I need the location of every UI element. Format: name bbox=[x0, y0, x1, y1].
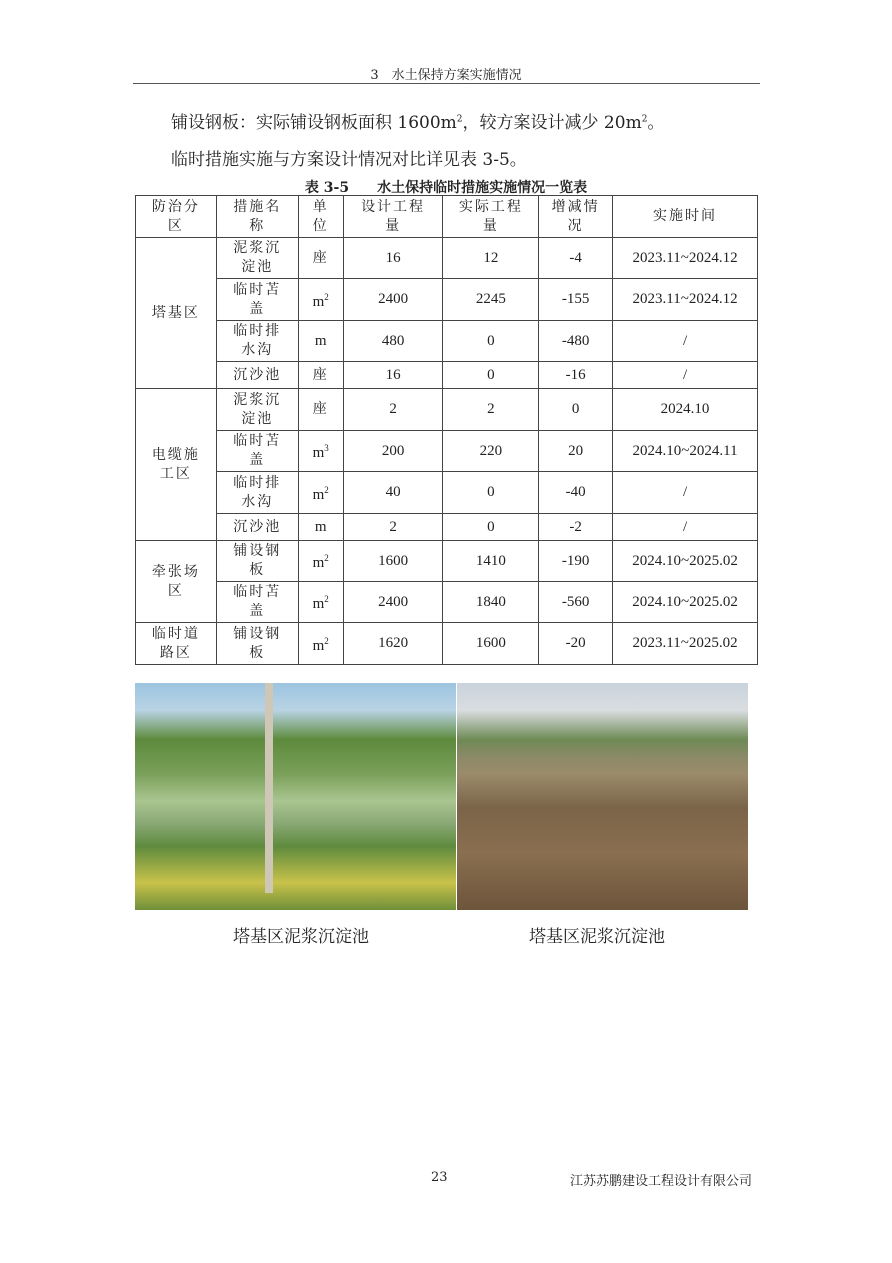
actual-cell: 0 bbox=[443, 472, 539, 514]
unit-cell bbox=[298, 389, 343, 431]
unit-cell bbox=[298, 238, 343, 279]
unit-cell bbox=[298, 279, 343, 321]
design-cell: 2 bbox=[343, 389, 443, 431]
change-cell: -2 bbox=[539, 514, 613, 541]
paragraph-reference: 临时措施实施与方案设计情况对比详见表 3-5。 bbox=[171, 150, 527, 170]
time-cell: / bbox=[613, 362, 758, 389]
table-row bbox=[136, 541, 758, 582]
actual-cell: 1410 bbox=[443, 541, 539, 582]
unit-text: m bbox=[314, 518, 327, 535]
zone-cell: 牵张场区 bbox=[136, 541, 217, 623]
change-cell: -155 bbox=[539, 279, 613, 321]
photo-caption-left: 塔基区泥浆沉淀池 bbox=[233, 927, 369, 947]
photo-tower-mud-pond-2 bbox=[457, 683, 748, 910]
name-cell: 临时排水沟 bbox=[216, 472, 298, 514]
design-cell: 480 bbox=[343, 321, 443, 362]
table-row bbox=[136, 389, 758, 431]
column-header: 设计工程量 bbox=[343, 196, 443, 238]
unit-text: m bbox=[312, 293, 325, 310]
unit-text: m bbox=[312, 596, 325, 612]
header-rule bbox=[133, 83, 760, 84]
photo-tower-mud-pond-1 bbox=[135, 683, 456, 910]
column-header: 增减情况 bbox=[539, 196, 613, 238]
design-cell: 40 bbox=[343, 472, 443, 514]
time-cell: / bbox=[613, 472, 758, 514]
name-cell: 泥浆沉淀池 bbox=[216, 389, 298, 431]
name-cell: 临时排水沟 bbox=[216, 321, 298, 362]
paragraph-steel-plate bbox=[171, 108, 664, 133]
time-cell: 2024.10~2025.02 bbox=[613, 541, 758, 582]
time-cell: 2024.10 bbox=[613, 389, 758, 431]
change-cell: -16 bbox=[539, 362, 613, 389]
unit-cell bbox=[298, 472, 343, 514]
design-cell: 1600 bbox=[343, 541, 443, 582]
actual-cell: 1600 bbox=[443, 623, 539, 665]
design-cell: 2 bbox=[343, 514, 443, 541]
table-row bbox=[136, 472, 758, 514]
unit-text: 座 bbox=[312, 249, 329, 266]
actual-cell: 0 bbox=[443, 514, 539, 541]
change-cell: -40 bbox=[539, 472, 613, 514]
column-header: 实施时间 bbox=[613, 196, 758, 238]
actual-cell: 2 bbox=[443, 389, 539, 431]
column-header: 措施名称 bbox=[216, 196, 298, 238]
table-row bbox=[136, 362, 758, 389]
table-row bbox=[136, 238, 758, 279]
unit-text: m bbox=[312, 555, 325, 571]
change-cell: -190 bbox=[539, 541, 613, 582]
page-number: 23 bbox=[431, 1170, 448, 1185]
table-row bbox=[136, 623, 758, 665]
unit-cell bbox=[298, 623, 343, 665]
time-cell: / bbox=[613, 514, 758, 541]
unit-text: m bbox=[314, 332, 327, 349]
time-cell: 2023.11~2025.02 bbox=[613, 623, 758, 665]
text: 。 bbox=[647, 113, 665, 133]
actual-cell: 12 bbox=[443, 238, 539, 279]
design-cell: 16 bbox=[343, 362, 443, 389]
time-cell: / bbox=[613, 321, 758, 362]
unit-text: 座 bbox=[312, 401, 329, 417]
unit-exponent: 2 bbox=[324, 594, 329, 604]
table-row bbox=[136, 279, 758, 321]
name-cell: 铺设钢板 bbox=[216, 623, 298, 665]
photo-caption-right: 塔基区泥浆沉淀池 bbox=[529, 927, 665, 947]
unit-cell bbox=[298, 582, 343, 623]
unit-exponent: 2 bbox=[324, 635, 329, 646]
tree-trunk bbox=[265, 683, 273, 893]
unit-text: 座 bbox=[312, 366, 329, 383]
name-cell: 临时苫盖 bbox=[216, 431, 298, 472]
table-row bbox=[136, 321, 758, 362]
unit-exponent: 2 bbox=[324, 553, 329, 563]
column-header: 防治分区 bbox=[136, 196, 217, 238]
design-cell: 1620 bbox=[343, 623, 443, 665]
unit-exponent: 2 bbox=[324, 484, 329, 495]
change-cell: -4 bbox=[539, 238, 613, 279]
zone-cell: 临时道路区 bbox=[136, 623, 217, 665]
table-caption: 表 3-5 水土保持临时措施实施情况一览表 bbox=[304, 180, 588, 196]
text: 铺设钢板：实际铺设钢板面积 1600m bbox=[171, 113, 457, 133]
table-row bbox=[136, 582, 758, 623]
actual-cell: 220 bbox=[443, 431, 539, 472]
actual-cell: 0 bbox=[443, 321, 539, 362]
superscript: 2 bbox=[456, 114, 463, 125]
unit-cell bbox=[298, 321, 343, 362]
unit-cell bbox=[298, 541, 343, 582]
change-cell: -20 bbox=[539, 623, 613, 665]
actual-cell: 2245 bbox=[443, 279, 539, 321]
time-cell: 2024.10~2025.02 bbox=[613, 582, 758, 623]
unit-text: m bbox=[312, 637, 325, 654]
design-cell: 2400 bbox=[343, 582, 443, 623]
table-row bbox=[136, 431, 758, 472]
unit-cell bbox=[298, 514, 343, 541]
change-cell: 0 bbox=[539, 389, 613, 431]
name-cell: 铺设钢板 bbox=[216, 541, 298, 582]
text: ，较方案设计减少 20m bbox=[462, 113, 642, 133]
unit-cell bbox=[298, 362, 343, 389]
column-header: 实际工程量 bbox=[443, 196, 539, 238]
zone-cell: 电缆施工区 bbox=[136, 389, 217, 541]
design-cell: 200 bbox=[343, 431, 443, 472]
superscript: 2 bbox=[641, 114, 648, 125]
design-cell: 2400 bbox=[343, 279, 443, 321]
table-row bbox=[136, 514, 758, 541]
unit-cell bbox=[298, 431, 343, 472]
change-cell: -480 bbox=[539, 321, 613, 362]
table-header-row bbox=[136, 196, 758, 238]
unit-text: m bbox=[312, 445, 325, 461]
name-cell: 泥浆沉淀池 bbox=[216, 238, 298, 279]
design-cell: 16 bbox=[343, 238, 443, 279]
actual-cell: 0 bbox=[443, 362, 539, 389]
change-cell: 20 bbox=[539, 431, 613, 472]
name-cell: 沉沙池 bbox=[216, 362, 298, 389]
unit-text: m bbox=[312, 486, 325, 503]
column-header: 单位 bbox=[298, 196, 343, 238]
unit-exponent: 2 bbox=[324, 291, 329, 302]
name-cell: 沉沙池 bbox=[216, 514, 298, 541]
change-cell: -560 bbox=[539, 582, 613, 623]
running-header: 3 水土保持方案实施情况 bbox=[370, 68, 522, 83]
name-cell: 临时苫盖 bbox=[216, 279, 298, 321]
name-cell: 临时苫盖 bbox=[216, 582, 298, 623]
zone-cell: 塔基区 bbox=[136, 238, 217, 389]
company-name: 江苏苏鹏建设工程设计有限公司 bbox=[570, 1174, 753, 1189]
unit-exponent: 3 bbox=[324, 443, 329, 453]
actual-cell: 1840 bbox=[443, 582, 539, 623]
time-cell: 2024.10~2024.11 bbox=[613, 431, 758, 472]
measures-table bbox=[135, 195, 758, 665]
time-cell: 2023.11~2024.12 bbox=[613, 279, 758, 321]
time-cell: 2023.11~2024.12 bbox=[613, 238, 758, 279]
